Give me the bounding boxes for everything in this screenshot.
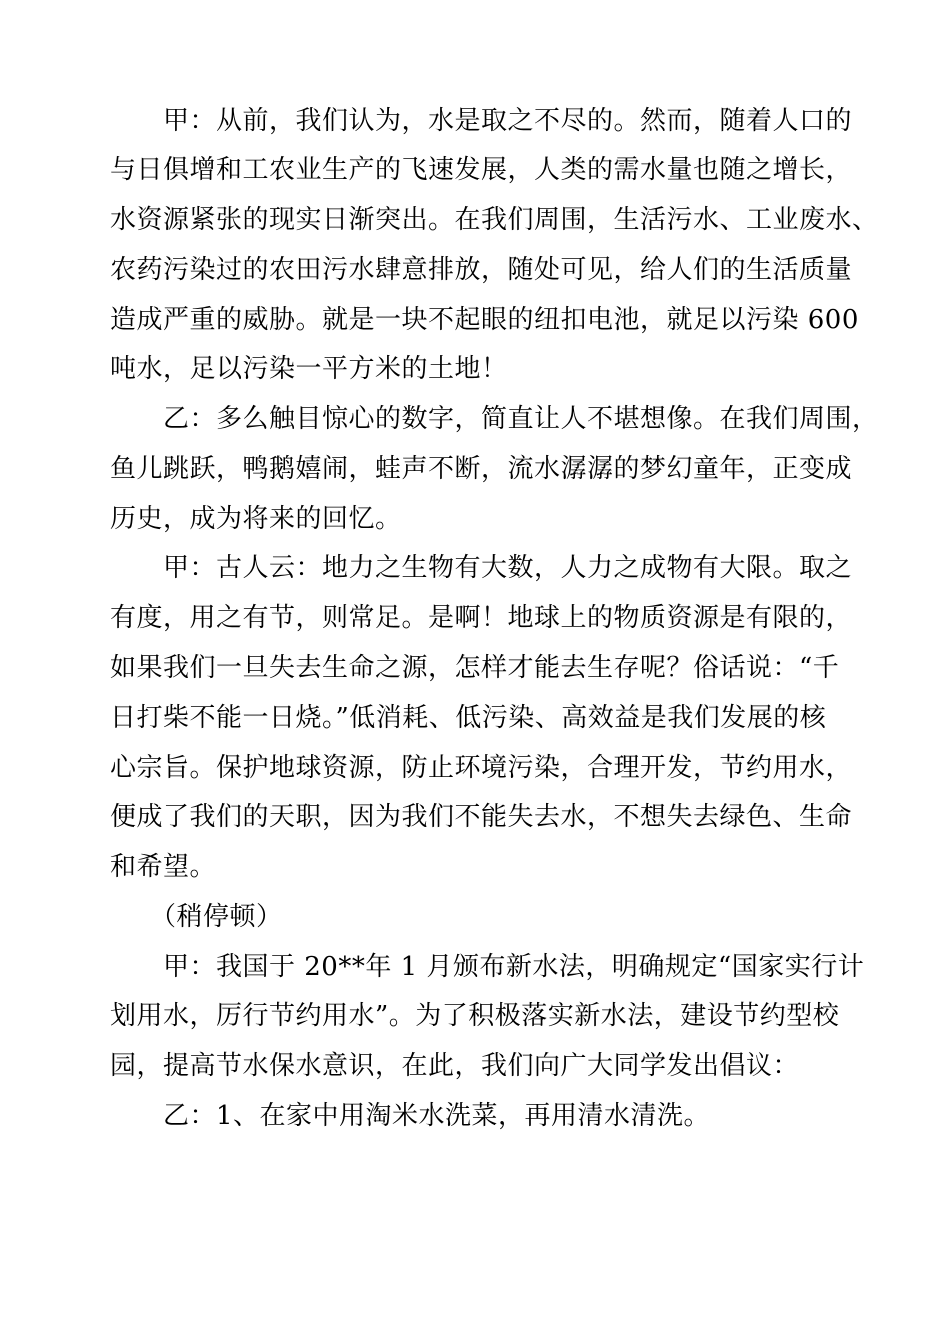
text-line: 水资源紧张的现实日渐突出。在我们周围，生活污水、工业废水、 — [110, 205, 879, 235]
text-line: 乙：1、在家中用淘米水洗菜，再用清水清洗。 — [163, 1101, 711, 1131]
text-line: 和希望。 — [110, 852, 217, 882]
text-line: 甲：我国于 20**年 1 月颁布新水法，明确规定“国家实行计 — [163, 952, 865, 982]
text-line: 造成严重的威胁。就是一块不起眼的纽扣电池，就足以污染 600 — [110, 305, 859, 335]
text-line: 心宗旨。保护地球资源，防止环境污染，合理开发，节约用水， — [110, 753, 853, 783]
text-line: 划用水，厉行节约用水”。为了积极落实新水法，建设节约型校 — [110, 1001, 840, 1031]
text-line: 甲：从前，我们认为，水是取之不尽的。然而，随着人口的 — [163, 106, 853, 136]
text-line: （稍停顿） — [150, 902, 283, 932]
text-line: 甲：古人云：地力之生物有大数，人力之成物有大限。取之 — [163, 553, 853, 583]
text-line: 农药污染过的农田污水肆意排放，随处可见，给人们的生活质量 — [110, 255, 853, 285]
text-line: 乙：多么触目惊心的数字，简直让人不堪想像。在我们周围， — [163, 404, 879, 434]
text-line: 与日俱增和工农业生产的飞速发展，人类的需水量也随之增长， — [110, 155, 853, 185]
text-line: 吨水，足以污染一平方米的土地！ — [110, 354, 508, 384]
text-line: 日打柴不能一日烧。”低消耗、低污染、高效益是我们发展的核 — [110, 703, 827, 733]
text-line: 鱼儿跳跃，鸭鹅嬉闹，蛙声不断，流水潺潺的梦幻童年，正变成 — [110, 454, 853, 484]
text-line: 如果我们一旦失去生命之源，怎样才能去生存呢？俗话说：“千 — [110, 653, 840, 683]
text-line: 园，提高节水保水意识，在此，我们向广大同学发出倡议： — [110, 1051, 800, 1081]
text-line: 便成了我们的天职，因为我们不能失去水，不想失去绿色、生命 — [110, 802, 853, 832]
text-line: 历史，成为将来的回忆。 — [110, 504, 402, 534]
text-line: 有度，用之有节，则常足。是啊！地球上的物质资源是有限的， — [110, 603, 853, 633]
